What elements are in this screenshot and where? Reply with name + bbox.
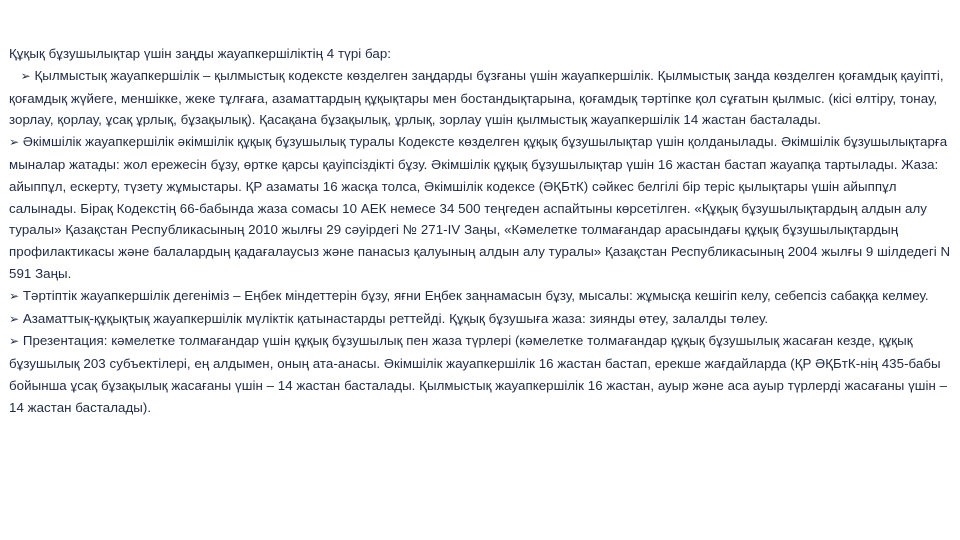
criminal-liability-text: Қылмыстық жауапкершілік – қылмыстық кодексте көзделген заңдарды бұзғаны үшін жауапкершілік. Қылмыстық заңда көзделген қоғамдық қауіпті, қоғамдық жүйеге, меншікке, жеке тұлғаға, азаматтардың құқықтары мен бостандықтарына, қоғамдық тәртіпке қол сұғатын қылмыс. (кісі өлтіру, тонау, зорлау, қорлау, ұсақ ұрлық, бұзақылық). Қасақана бұзақылық, ұрлық, зорлау үшін қылмыстық жауапкершілік 14 жастан басталады.	[9, 67, 944, 128]
disciplinary-liability-paragraph	[9, 285, 954, 308]
presentation-text: Презентация: кәмелетке толмағандар үшін құқық бұзушылық пен жаза түрлері (кәмелетке толмағандар құқық бұзушылық жасаған кезде, құқық бұзушылық 203 субъектілері, ең алдымен, оның ата-анасы. Әкімшілік жауапкершілік 16 жастан бастап, ерекше жағдайларда (ҚР ӘҚБтК-нің 435-бабы бойынша ұсақ бұзақылық жасағаны үшін – 14 жастан басталады. Қылмыстық жауапкершілік 16 жастан, ауыр және аса ауыр түрлерді жасағаны үшін – 14 жастан басталады).	[9, 333, 948, 415]
presentation-paragraph	[9, 330, 954, 418]
civil-liability-paragraph	[9, 308, 954, 331]
arrow-bullet-icon: ➢	[9, 68, 31, 83]
civil-liability-text: Азаматтық-құқықтық жауапкершілік мүліктік қатынастарды реттейді. Құқық бұзушыға жаза: зиянды өтеу, залалды төлеу.	[19, 310, 769, 326]
intro-text: Құқық бұзушылықтар үшін заңды жауапкершіліктің 4 түрі бар:	[9, 46, 392, 61]
arrow-bullet-icon: ➢	[9, 135, 20, 150]
disciplinary-liability-text: Тәртіптік жауапкершілік дегеніміз – Еңбек міндеттерін бұзу, яғни Еңбек заңнамасын бұзу, мысалы: жұмысқа кешігіп келу, себепсіз сабаққа келмеу.	[19, 287, 929, 303]
arrow-bullet-icon: ➢	[9, 334, 20, 349]
intro-paragraph	[9, 43, 954, 65]
administrative-liability-paragraph	[9, 131, 954, 285]
administrative-liability-text: Әкімшілік жауапкершілік әкімшілік құқық бұзушылық туралы Кодексте көзделген құқық бұзушылықтар үшін қолданылады. Әкімшілік бұзушылықтарға мыналар жатады: жол ережесін бұзу, өртке қарсы қауіпсіздікті бұзу. Әкімшілік құқық бұзушылықтар үшін 16 жастан бастап жауапқа тартылады. Жаза: айыппұл, ескерту, түзету жұмыстары. ҚР азаматы 16 жасқа толса, Әкімшілік кодексе (ӘҚБтК) сәйкес белгілі бір теріс қылықтары үшін айыппұл салынады. Бірақ Кодекстің 66-бабында жаза сомасы 10 АЕК немесе 34 500 теңгеден аспайтыны көрсетілген. «Құқық бұзушылықтардың алдын алу туралы» Қазақстан Республикасының 2010 жылғы 29 сәуірдегі № 271-IV Заңы, «Кәмелетке толмағандар арасындағы құқық бұзушылықтардың профилактикасы және балалардың қадағалаусыз және панасыз қалуының алдын алу туралы» Қазақстан Республикасының 2004 жылғы 9 шілдедегі N 591 Заңы.	[9, 134, 951, 281]
arrow-bullet-icon: ➢	[9, 311, 20, 326]
arrow-bullet-icon: ➢	[9, 288, 20, 303]
text-body	[9, 43, 954, 419]
criminal-liability-paragraph	[9, 65, 954, 131]
